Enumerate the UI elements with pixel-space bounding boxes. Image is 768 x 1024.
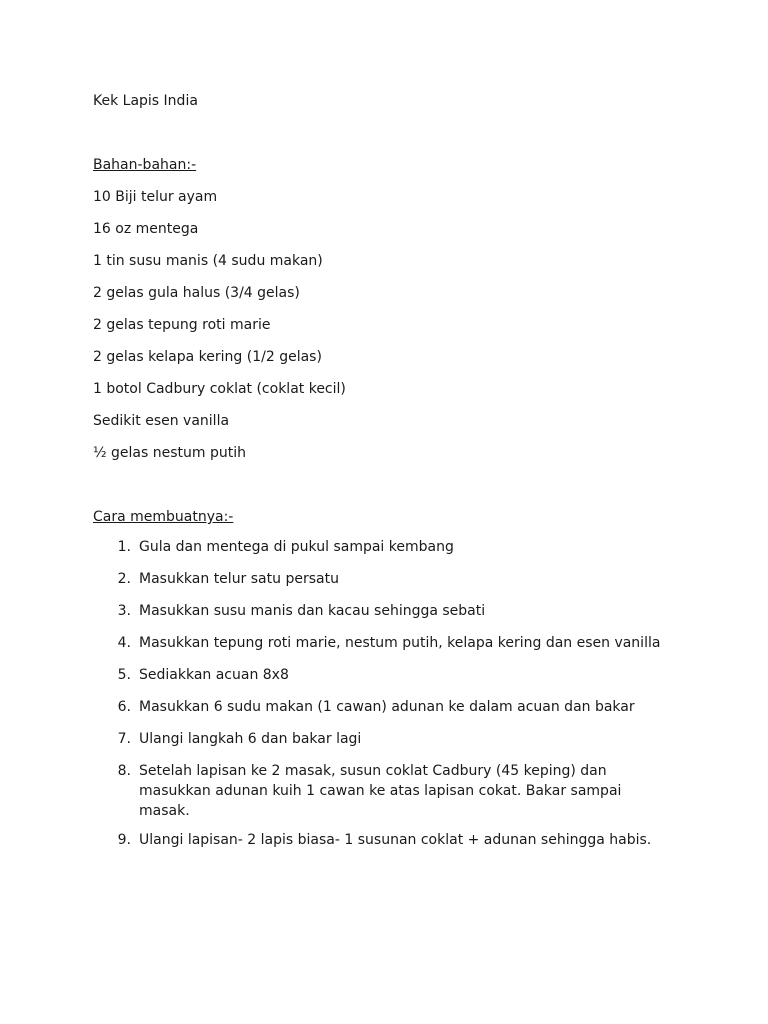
step-number: 4. [117, 635, 131, 651]
step-number: 7. [117, 731, 131, 747]
ingredient-item: 2 gelas tepung roti marie [93, 317, 271, 333]
ingredient-item: 2 gelas kelapa kering (1/2 gelas) [93, 349, 322, 365]
step-text: Masukkan 6 sudu makan (1 cawan) adunan ke dalam acuan dan bakar [139, 699, 635, 715]
step-text: Ulangi lapisan- 2 lapis biasa- 1 susunan coklat + adunan sehingga habis. [139, 832, 652, 848]
ingredient-item: 10 Biji telur ayam [93, 189, 218, 205]
ingredient-item: 1 botol Cadbury coklat (coklat kecil) [93, 381, 346, 397]
step-text: Ulangi langkah 6 dan bakar lagi [139, 731, 362, 747]
ingredient-item: 16 oz mentega [93, 221, 199, 237]
recipe-title: Kek Lapis India [93, 93, 198, 109]
ingredient-item: 2 gelas gula halus (3/4 gelas) [93, 285, 300, 301]
step-number: 5. [117, 667, 131, 683]
step-number: 3. [117, 603, 131, 619]
ingredient-item: ½ gelas nestum putih [93, 445, 246, 461]
step-text: Gula dan mentega di pukul sampai kembang [139, 539, 454, 555]
step-text: Masukkan susu manis dan kacau sehingga sebati [139, 603, 486, 619]
step-text: Masukkan telur satu persatu [139, 571, 339, 587]
step-number: 1. [117, 539, 131, 555]
step-number: 8. [117, 763, 131, 779]
step-number: 9. [117, 832, 131, 848]
step-text: Masukkan tepung roti marie, nestum putih, kelapa kering dan esen vanilla [139, 635, 661, 651]
step-number: 6. [117, 699, 131, 715]
ingredient-item: 1 tin susu manis (4 sudu makan) [93, 253, 323, 269]
ingredients-heading: Bahan-bahan:- [93, 157, 197, 173]
method-heading: Cara membuatnya:- [93, 509, 234, 525]
step-text: Sediakkan acuan 8x8 [139, 667, 289, 683]
step-text: Setelah lapisan ke 2 masak, susun coklat Cadbury (45 keping) dan masukkan adunan kuih 1 cawan ke atas lapisan cokat. Bakar sampai masak. [139, 763, 622, 819]
step-number: 2. [117, 571, 131, 587]
ingredient-item: Sedikit esen vanilla [93, 413, 230, 429]
